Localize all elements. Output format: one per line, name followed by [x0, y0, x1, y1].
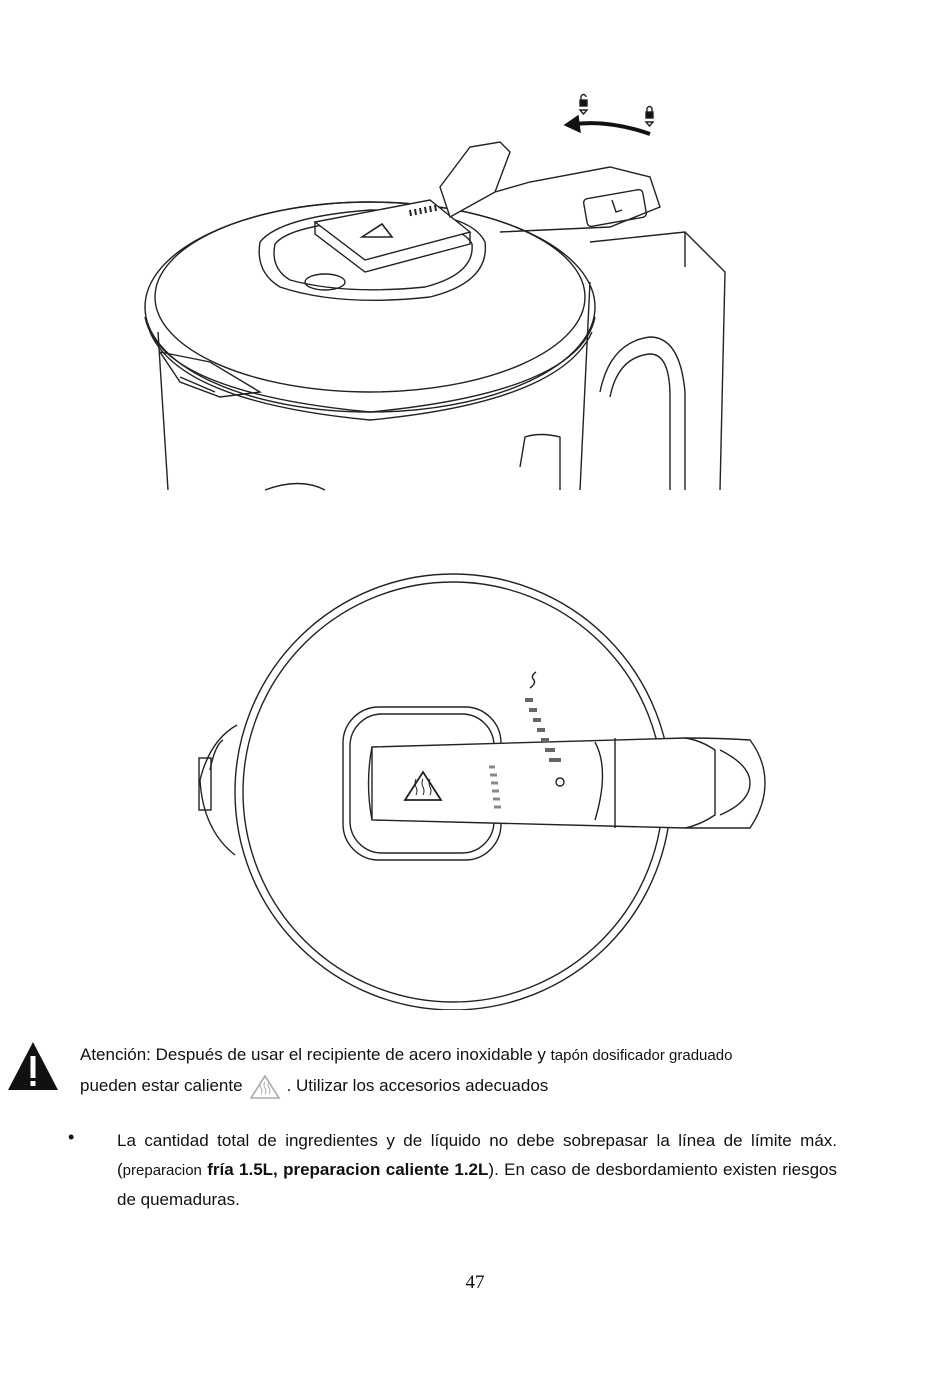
bullet-paragraph: La cantidad total de ingredientes y de líquido no debe sobrepasar la línea de límite máx. (preparacion fría 1.5L, preparacion caliente 1.2L). En caso de desbordamiento existen riesgos de quemaduras.: [117, 1131, 837, 1209]
warning-text: [80, 1040, 840, 1101]
closed-lock-icon: [646, 107, 653, 127]
bullet-marker: •: [68, 1127, 75, 1147]
warning-triangle-icon: [6, 1040, 60, 1092]
open-lock-icon: [580, 95, 587, 115]
kettle-lid-unlock-illustration: [140, 92, 730, 492]
warning-line-1: Atención: Después de usar el recipiente de acero inoxidable y tapón dosificador graduado: [80, 1045, 733, 1064]
hot-surface-icon: [249, 1074, 281, 1100]
warning-line-2: pueden estar caliente . Utilizar los accesorios adecuados: [80, 1071, 840, 1101]
kettle-top-view-illustration: [175, 570, 775, 1010]
page-number: 47: [465, 1272, 485, 1293]
